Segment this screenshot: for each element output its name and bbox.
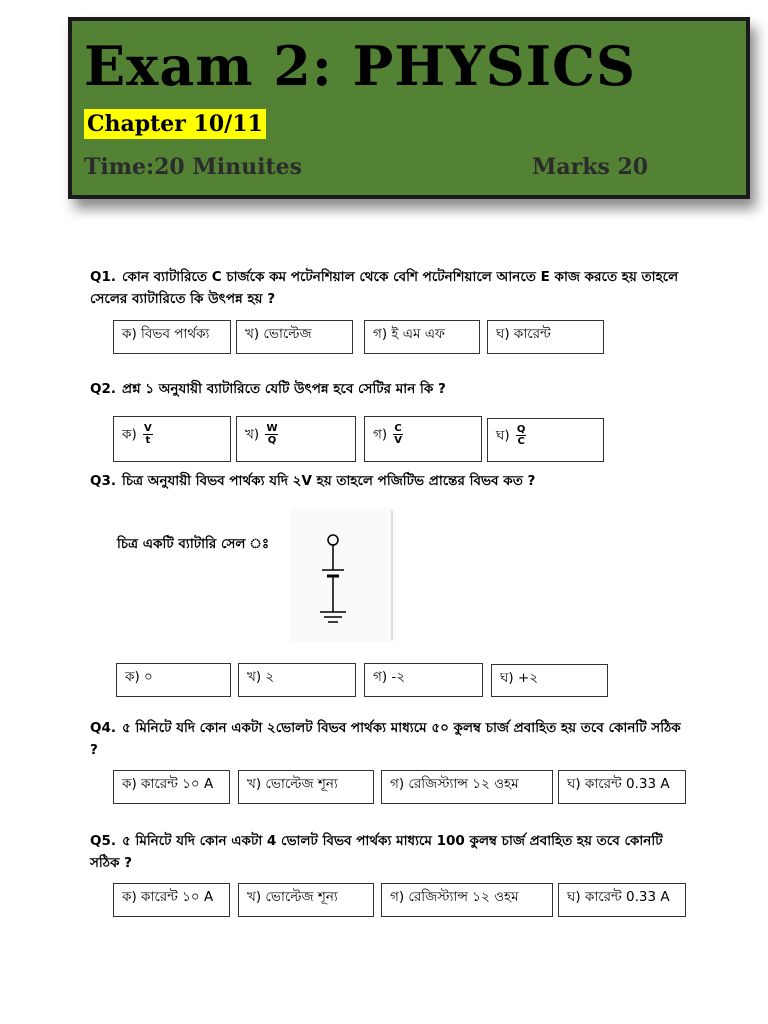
question-number: Q2. (90, 381, 116, 397)
fraction-denominator: C (517, 436, 525, 447)
question-text: চিত্র অনুযায়ী বিভব পার্থক্য যদি ২V হয় তাহলে পজিটিভ প্রান্তের বিভব কত ? (122, 473, 536, 489)
figure-label: চিত্র একটি ব্যাটারি সেল ঃ (117, 536, 270, 552)
option-a[interactable]: ক) বিভব পার্থক্য (113, 320, 231, 354)
option-b[interactable]: খ) ভোল্টেজ (236, 320, 353, 354)
option-prefix: খ) (245, 426, 260, 443)
option-d[interactable]: ঘ) কারেন্ট 0.33 A (558, 883, 686, 917)
fraction-denominator: t (145, 435, 151, 446)
option-c[interactable]: গ) ই এম এফ (364, 320, 480, 354)
question-text: ৫ মিনিটে যদি কোন একটা ২ভোলট বিভব পার্থক্য মাধ্যমে ৫০ কুলম্ব চার্জ প্রবাহিত হয় তবে কোনটি সঠিক ? (90, 720, 681, 758)
option-c[interactable]: গ) -২ (364, 663, 483, 697)
fraction-numerator: C (394, 423, 402, 434)
question-2 (90, 378, 690, 400)
fraction (516, 424, 527, 447)
option-d[interactable]: ঘ) +২ (491, 664, 608, 697)
fraction-numerator: Q (516, 424, 526, 435)
fraction-numerator: W (266, 423, 278, 434)
fraction-numerator: V (144, 423, 152, 434)
chapter-label: Chapter 10/11 (84, 109, 266, 139)
option-a[interactable]: ক) কারেন্ট ১০ A (113, 770, 230, 804)
question-1 (90, 266, 690, 310)
question-text: কোন ব্যাটারিতে C চার্জকে কম পটেনশিয়াল থেকে বেশি পটেনশিয়ালে আনতে E কাজ করতে হয় তাহলে সেলের ব্যাটারিতে কি উৎপন্ন হয় ? (90, 269, 679, 307)
option-d[interactable]: ঘ) কারেন্ট (487, 320, 604, 354)
exam-title: Exam 2: PHYSICS (84, 34, 636, 98)
option-c[interactable]: গ) রেজিস্ট্যান্স ১২ ওহম (381, 770, 553, 804)
option-a[interactable]: ক) কারেন্ট ১০ A (113, 883, 230, 917)
time-label: Time:20 Minuites (84, 154, 303, 180)
question-text: ৫ মিনিটে যদি কোন একটা 4 ভোলট বিভব পার্থক্য মাধ্যমে 100 কুলম্ব চার্জ প্রবাহিত হয় তবে কোনটি সঠিক ? (90, 833, 663, 871)
option-d[interactable]: ঘ) কারেন্ট 0.33 A (558, 770, 686, 804)
option-prefix: ঘ) (496, 427, 510, 444)
question-5 (90, 830, 690, 874)
fraction (265, 423, 278, 446)
battery-cell-figure (290, 508, 396, 642)
question-3 (90, 470, 690, 492)
question-text: প্রশ্ন ১ অনুযায়ী ব্যাটারিতে যেটি উৎপন্ন হবে সেটির মান কি ? (122, 381, 446, 397)
exam-header (68, 17, 750, 199)
option-b[interactable]: খ) ভোল্টেজ শূন্য (238, 883, 374, 917)
option-a[interactable] (113, 416, 231, 462)
option-b[interactable]: খ) ২ (238, 663, 356, 697)
option-prefix: ক) (122, 426, 137, 443)
option-a[interactable]: ক) ০ (116, 663, 231, 697)
fraction (143, 423, 153, 446)
question-4 (90, 717, 690, 761)
option-prefix: গ) (373, 426, 388, 443)
question-number: Q4. (90, 720, 116, 736)
question-number: Q3. (90, 473, 116, 489)
marks-label: Marks 20 (532, 154, 649, 180)
option-b[interactable] (236, 416, 356, 462)
question-number: Q1. (90, 269, 116, 285)
option-b[interactable]: খ) ভোল্টেজ শূন্য (238, 770, 374, 804)
fraction-denominator: Q (267, 435, 277, 446)
fraction-denominator: V (394, 435, 402, 446)
option-d[interactable] (487, 418, 604, 462)
option-c[interactable] (364, 416, 482, 462)
fraction (393, 423, 402, 446)
question-number: Q5. (90, 833, 116, 849)
option-c[interactable]: গ) রেজিস্ট্যান্স ১২ ওহম (381, 883, 553, 917)
